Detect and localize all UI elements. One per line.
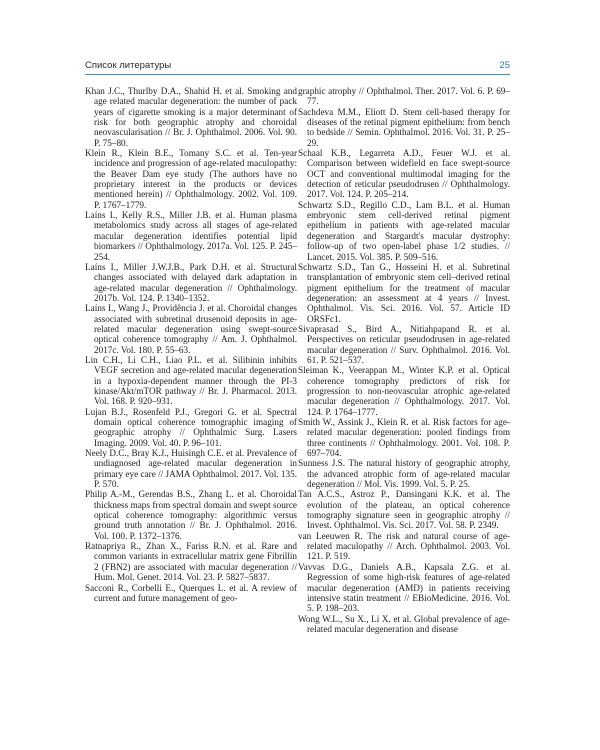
reference-entry: Khan J.C., Thurlby D.A., Shahid H. et al. Smoking and age related macular degeneration: the number of pack years of cigarette smoking is a major determinant of risk for both geographic atrophy and choroidal neovascularisation // Br. J. Ophthalmol. 2006. Vol. 90. P. 75–80.	[85, 86, 297, 148]
reference-entry: Sacconi R., Corbelli E., Querques L. et al. A review of current and future management of geo-	[85, 582, 297, 603]
reference-entry-continued: graphic atrophy // Ophthalmol. Ther. 2017. Vol. 6. P. 69–77.	[298, 86, 510, 107]
reference-entry: Klein R., Klein B.E., Tomany S.C. et al. Ten-year incidence and progression of age-related maculopathy: the Beaver Dam eye study (The authors have no proprietary interest in the products or devices mentioned herein) // Ophthalmology. 2002. Vol. 109. P. 1767–1779.	[85, 148, 297, 210]
reference-entry: Lujan B.J., Rosenfeld P.J., Gregori G. et al. Spectral domain optical coherence tomographic imaging of geographic atrophy // Ophthalmic Surg. Lasers Imaging. 2009. Vol. 40. P. 96–101.	[85, 406, 297, 448]
reference-entry: Sivaprasad S., Bird A., Nitiahpapand R. et al. Perspectives on reticular pseudodrusen in age-related macular degeneration // Surv. Ophthalmol. 2016. Vol. 61. P. 521–537.	[298, 323, 510, 365]
reference-entry: Vavvas D.G., Daniels A.B., Kapsala Z.G. et al. Regression of some high-risk features of age-related macular degeneration (AMD) in patients receiving intensive statin treatment // EBioMedicine. 2016. Vol. 5. P. 198–203.	[298, 561, 510, 614]
reference-entry: Lin C.H., Li C.H., Liao P.L. et al. Silibinin inhibits VEGF secretion and age-related macular degeneration in a hypoxia-dependent manner through the PI-3 kinase/Akt/mTOR pathway // Br. J. Pharmacol. 2013. Vol. 168. P. 920–931.	[85, 354, 297, 407]
header-divider	[85, 74, 510, 75]
reference-entry: Laíns I., Miller J.W.J.B., Park D.H. et al. Structural changes associated with delayed dark adaptation in age-related macular degeneration // Ophthalmology. 2017b. Vol. 124. P. 1340–1352.	[85, 261, 297, 303]
reference-entry: van Leeuwen R. The risk and natural course of age-related maculopathy // Arch. Ophthalmol. 2003. Vol. 121. P. 519.	[298, 530, 510, 562]
reference-column-right	[298, 86, 510, 634]
reference-entry: Sunness J.S. The natural history of geographic atrophy, the advanced atrophic form of age-related macular degeneration // Mol. Vis. 1999. Vol. 5. P. 25.	[298, 458, 510, 490]
reference-entry: Ratnapriya R., Zhan X., Fariss R.N. et al. Rare and common variants in extracellular matrix gene Fibrillin 2 (FBN2) are associated with macular degeneration // Hum. Mol. Genet. 2014. Vol. 23. P. 5827–5837.	[85, 541, 297, 583]
reference-entry: Sachdeva M.M., Eliott D. Stem cell-based therapy for diseases of the retinal pigment epithelium: from bench to bedside // Semin. Ophthalmol. 2016. Vol. 31. P. 25–29.	[298, 106, 510, 148]
reference-entry: Neely D.C., Bray K.J., Huisingh C.E. et al. Prevalence of undiagnosed age-related macular degeneration in primary eye care // JAMA Ophthalmol. 2017. Vol. 135. P. 570.	[85, 448, 297, 490]
reference-entry: Schwartz S.D., Regillo C.D., Lam B.L. et al. Human embryonic stem cell-derived retinal pigment epithelium in patients with age-related macular degeneration and Stargardt's macular dystrophy: follow-up of two open-label phase 1/2 studies. // Lancet. 2015. Vol. 385. P. 509–516.	[298, 199, 510, 262]
reference-entry: Smith W., Assink J., Klein R. et al. Risk factors for age-related macular degeneration: pooled findings from three continents // Ophthalmology. 2001. Vol. 108. P. 697–704.	[298, 417, 510, 459]
page-number: 25	[499, 60, 510, 71]
reference-entry: Wong W.L., Su X., Li X. et al. Global prevalence of age-related macular degeneration and disease	[298, 613, 510, 634]
reference-entry: Tan A.C.S., Astroz P., Dansingani K.K. et al. The evolution of the plateau, an optical coherence tomography signature seen in geographic atrophy // Invest. Ophthalmol. Vis. Sci. 2017. Vol. 58. P. 2349.	[298, 489, 510, 531]
reference-entry: Schaal K.B., Legarreta A.D., Feuer W.J. et al. Comparison between widefield en face swept-source OCT and conventional multimodal imaging for the detection of reticular pseudodrusen // Ophthalmology. 2017. Vol. 124. P. 205–214.	[298, 148, 510, 200]
reference-entry: Sleiman K., Veerappan M., Winter K.P. et al. Optical coherence tomography predictors of risk for progression to non-neovascular atrophic age-related macular degeneration // Ophthalmology. 2017. Vol. 124. P. 1764–1777.	[298, 365, 510, 417]
section-title: Список литературы	[85, 60, 172, 71]
reference-entry: Philip A.-M., Gerendas B.S., Zhang L. et al. Choroidal thickness maps from spectral domain and swept source optical coherence tomography: algorithmic versus ground truth annotation // Br. J. Ophthalmol. 2016. Vol. 100. P. 1372–1376.	[85, 489, 297, 541]
reference-entry: Schwartz S.D., Tan G., Hosseini H. et al. Subretinal transplantation of embryonic stem cell–derived retinal pigment epithelium for the treatment of macular degeneration: an assessment at 4 years // Invest. Ophthalmol. Vis. Sci. 2016. Vol. 57. Article ID ORSFc1.	[298, 261, 510, 324]
reference-entry: Laíns I., Wang J., Providência J. et al. Choroidal changes associated with subretinal drusenoid deposits in age-related macular degeneration using swept-source optical coherence tomography // Am. J. Ophthalmol. 2017c. Vol. 180. P. 55–63.	[85, 303, 297, 355]
reference-column-left	[85, 86, 297, 603]
reference-entry: Laíns I., Kelly R.S., Miller J.B. et al. Human plasma metabolomics study across all stages of age-related macular degeneration identifies potential lipid biomarkers // Ophthalmology. 2017a. Vol. 125. P. 245–254.	[85, 210, 297, 262]
